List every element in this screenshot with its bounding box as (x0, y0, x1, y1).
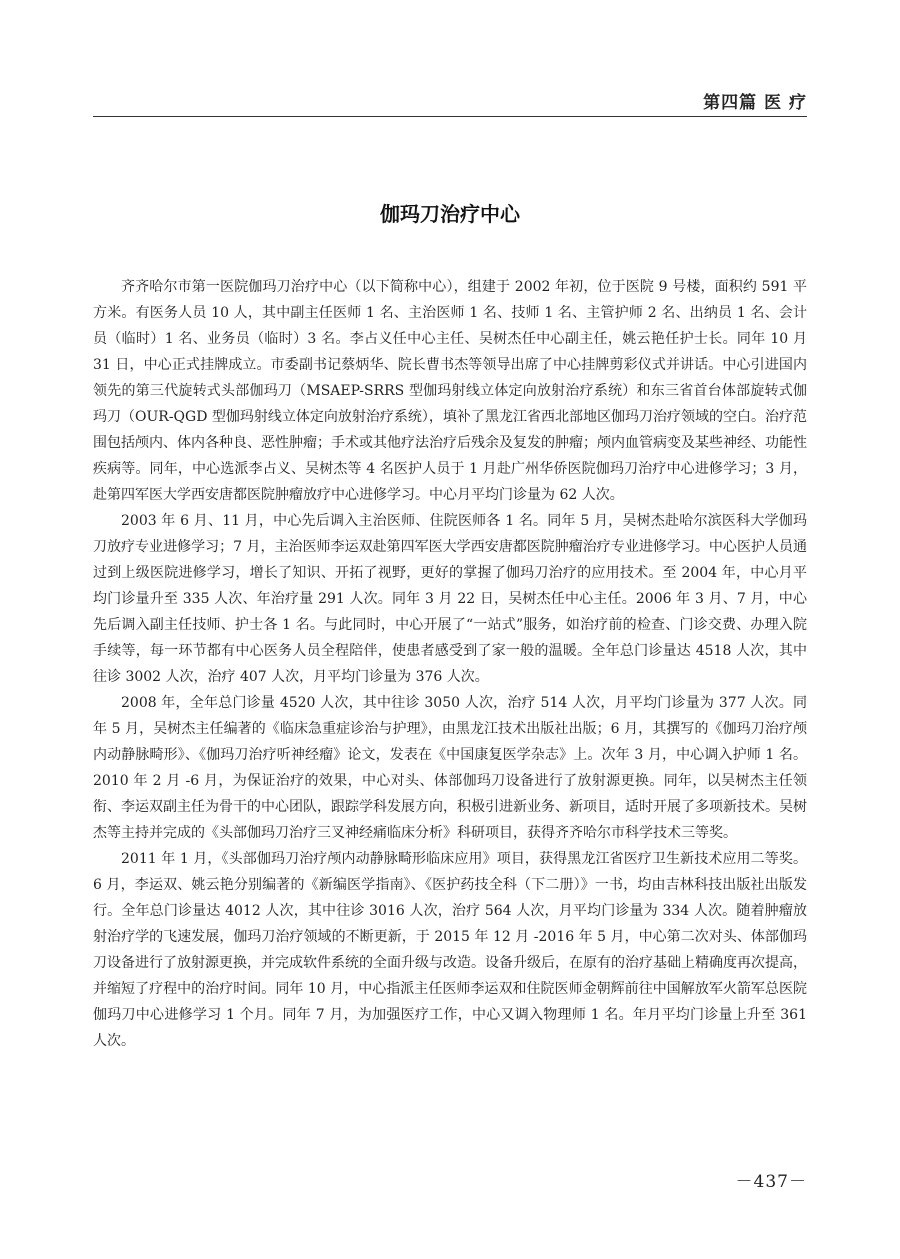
running-header: 第四篇 医 疗 (703, 93, 807, 113)
page-number: －437－ (735, 1172, 807, 1192)
header-rule (93, 116, 807, 117)
paragraph: 2011 年 1 月，《头部伽玛刀治疗颅内动静脉畸形临床应用》项目，获得黑龙江省医疗卫生新技术应用二等奖。6 月，李运双、姚云艳分别编著的《新编医学指南》、《医护药技全科（下二册）》一书，均由吉林科技出版社出版发行。全年总门诊量达 4012 人次，其中往诊 3016 人次，治疗 564 人次，月平均门诊量为 334 人次。随着肿瘤放射治疗学的飞速发展，伽玛刀治疗领域的不断更新，于 2015 年 12 月 -2016 年 5 月，中心第二次对头、体部伽玛刀设备进行了放射源更换，并完成软件系统的全面升级与改造。设备升级后，在原有的治疗基础上精确度再次提高，并缩短了疗程中的治疗时间。同年 10 月，中心指派主任医师李运双和住院医师金朝辉前往中国解放军火箭军总医院伽玛刀中心进修学习 1 个月。同年 7 月，为加强医疗工作，中心又调入物理师 1 名。年月平均门诊量上升至 361 人次。 (93, 851, 807, 1049)
paragraph: 2008 年，全年总门诊量 4520 人次，其中往诊 3050 人次，治疗 514 人次，月平均门诊量为 377 人次。同年 5 月，吴树杰主任编著的《临床急重症诊治与护理》，由黑龙江技术出版社出版；6 月，其撰写的《伽玛刀治疗颅内动静脉畸形》、《伽玛刀治疗听神经瘤》论文，发表在《中国康复医学杂志》上。次年 3 月，中心调入护师 1 名。2010 年 2 月 -6 月，为保证治疗的效果，中心对头、体部伽玛刀设备进行了放射源更换。同年，以吴树杰主任领衔、李运双副主任为骨干的中心团队，跟踪学科发展方向，积极引进新业务、新项目，适时开展了多项新技术。吴树杰等主持并完成的《头部伽玛刀治疗三叉神经痛临床分析》科研项目，获得齐齐哈尔市科学技术三等奖。 (93, 695, 807, 841)
body-text (93, 274, 807, 1054)
section-title: 伽玛刀治疗中心 (380, 202, 520, 226)
paragraph: 2003 年 6 月、11 月，中心先后调入主治医师、住院医师各 1 名。同年 5 月，吴树杰赴哈尔滨医科大学伽玛刀放疗专业进修学习；7 月，主治医师李运双赴第四军医大学西安唐都医院肿瘤治疗专业进修学习。中心医护人员通过到上级医院进修学习，增长了知识、开拓了视野，更好的掌握了伽玛刀治疗的应用技术。至 2004 年，中心月平均门诊量升至 335 人次、年治疗量 291 人次。同年 3 月 22 日，吴树杰任中心主任。2006 年 3 月、7 月，中心先后调入副主任技师、护士各 1 名。与此同时，中心开展了“一站式”服务，如治疗前的检查、门诊交费、办理入院手续等，每一环节都有中心医务人员全程陪伴，使患者感受到了家一般的温暖。全年总门诊量达 4518 人次，其中往诊 3002 人次，治疗 407 人次，月平均门诊量为 376 人次。 (93, 513, 807, 685)
paragraph: 齐齐哈尔市第一医院伽玛刀治疗中心（以下简称中心），组建于 2002 年初，位于医院 9 号楼，面积约 591 平方米。有医务人员 10 人，其中副主任医师 1 名、主治医师 1 名、技师 1 名、主管护师 2 名、出纳员 1 名、会计员（临时）1 名、业务员（临时）3 名。李占义任中心主任、吴树杰任中心副主任，姚云艳任护士长。同年 10 月 31 日，中心正式挂牌成立。市委副书记蔡炳华、院长曹书杰等领导出席了中心挂牌剪彩仪式并讲话。中心引进国内领先的第三代旋转式头部伽玛刀（MSAEP-SRRS 型伽玛射线立体定向放射治疗系统）和东三省首台体部旋转式伽玛刀（OUR-QGD 型伽玛射线立体定向放射治疗系统），填补了黑龙江省西北部地区伽玛刀治疗领域的空白。治疗范围包括颅内、体内各种良、恶性肿瘤；手术或其他疗法治疗后残余及复发的肿瘤；颅内血管病变及某些神经、功能性疾病等。同年，中心选派李占义、吴树杰等 4 名医护人员于 1 月赴广州华侨医院伽玛刀治疗中心进修学习；3 月，赴第四军医大学西安唐都医院肿瘤放疗中心进修学习。中心月平均门诊量为 62 人次。 (93, 279, 807, 503)
